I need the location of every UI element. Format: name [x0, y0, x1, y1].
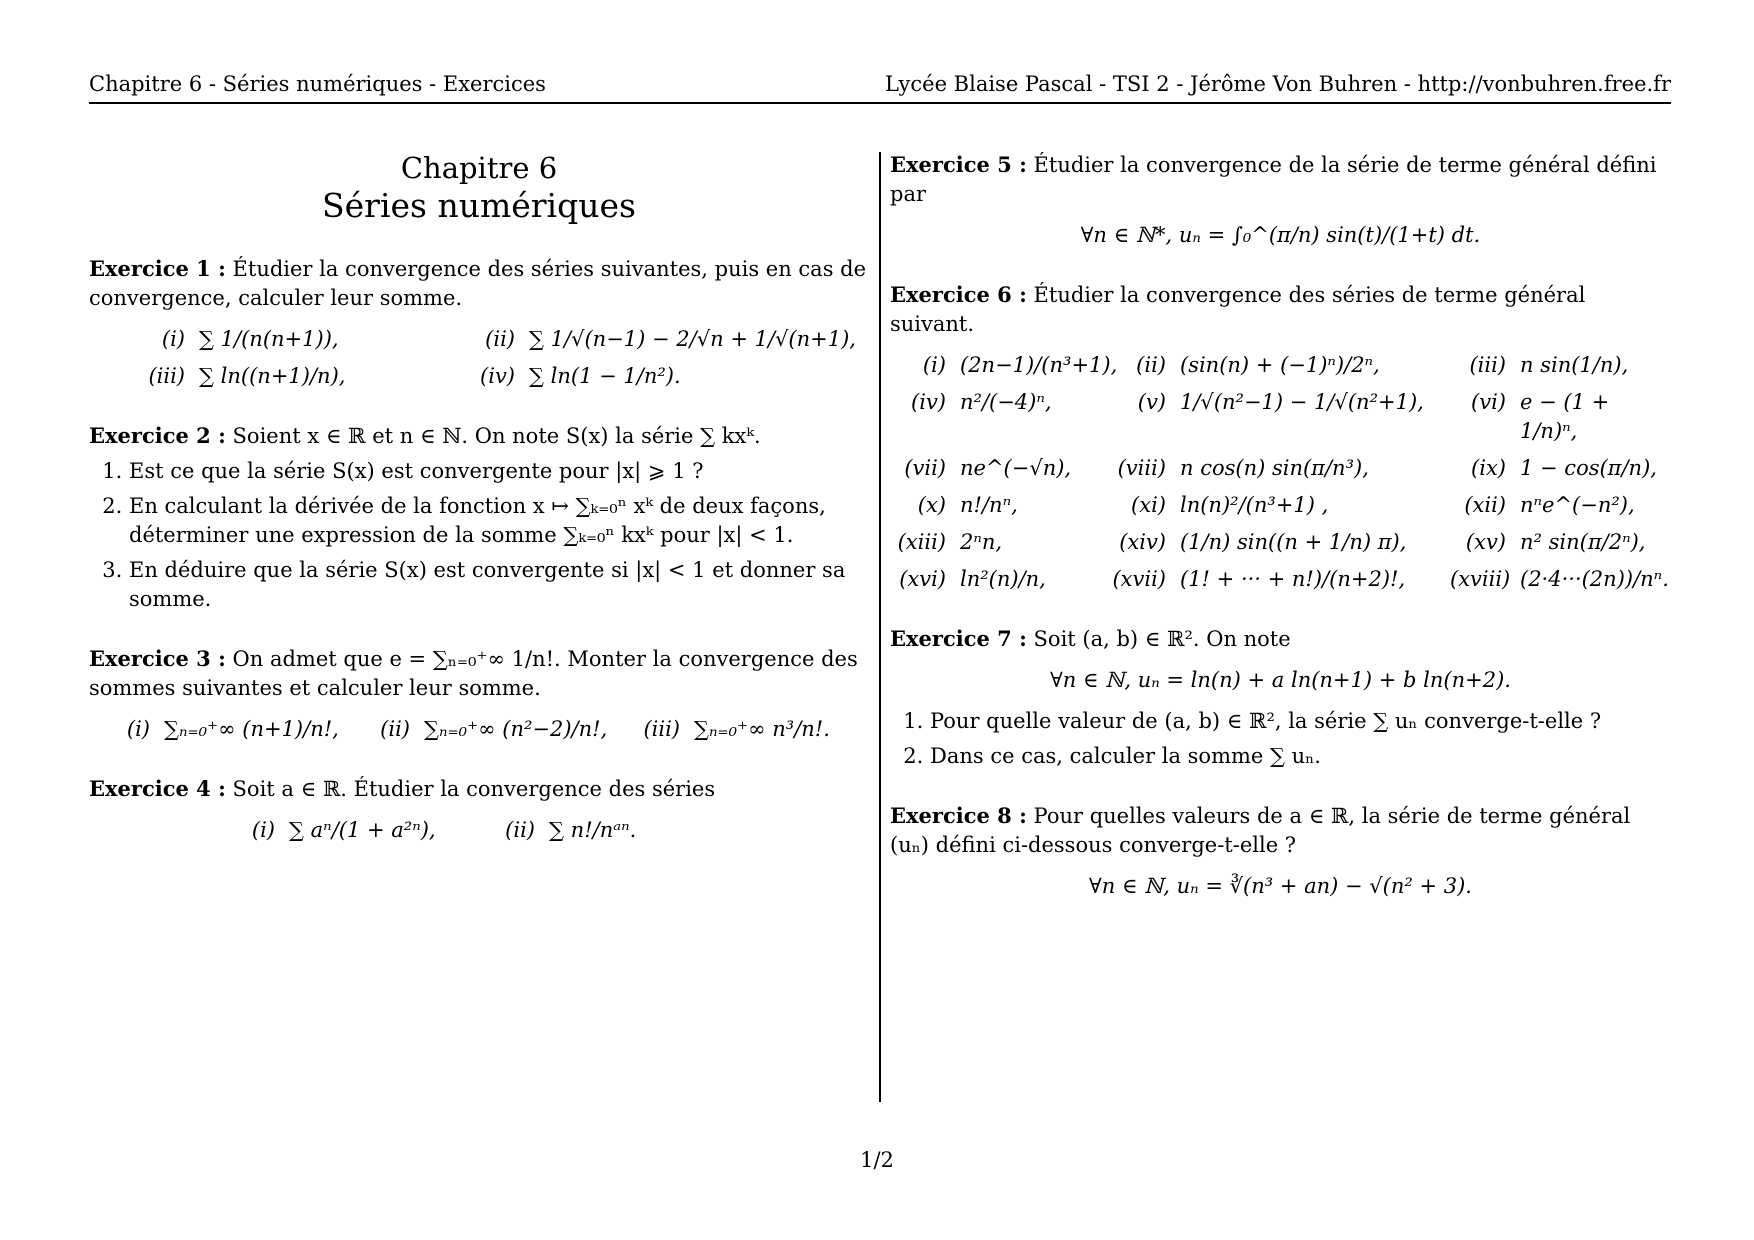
question-item: 1. Pour quelle valeur de (a, b) ∈ ℝ², la série ∑ uₙ converge-t-elle ? [930, 707, 1671, 736]
exercise-5 [890, 150, 1671, 250]
exercise-items [89, 816, 869, 845]
item-label: (xvii) [1112, 567, 1166, 591]
item-expr: ∑ₙ₌₀⁺∞ (n+1)/n!, [164, 717, 339, 741]
item-label: (xii) [1464, 493, 1506, 517]
item-expr: n sin(1/n), [1520, 353, 1629, 377]
exercise-text: Soient x ∈ ℝ et n ∈ ℕ. On note S(x) la série ∑ kxᵏ. [232, 424, 761, 448]
exercise-text: On admet que e = ∑ₙ₌₀⁺∞ 1/n!. Monter la convergence des sommes suivantes et calculer leur somme. [89, 647, 858, 700]
item-label: (iv) [911, 390, 946, 414]
item-expr: 2ⁿn, [960, 530, 1003, 554]
item-expr: ∑ 1/√(n−1) − 2/√n + 1/√(n+1), [529, 327, 856, 351]
exercise-items [89, 325, 869, 391]
item-expr: (sin(n) + (−1)ⁿ)/2ⁿ, [1180, 353, 1380, 377]
item-label: (v) [1137, 390, 1166, 414]
item-expr: ∑ 1/(n(n+1)), [199, 327, 339, 351]
item-expr: ∑ ln((n+1)/n), [199, 364, 346, 388]
item-label: (vii) [904, 456, 946, 480]
left-column [89, 150, 869, 875]
question-item: 2. En calculant la dérivée de la fonction x ↦ ∑ₖ₌₀ⁿ xᵏ de deux façons, déterminer une expression de la somme ∑ₖ₌₀ⁿ kxᵏ pour |x| < 1. [129, 492, 869, 550]
item-expr: ∑ₙ₌₀⁺∞ n³/n!. [694, 717, 830, 741]
item-expr: (2n−1)/(n³+1), [960, 353, 1118, 377]
item-expr: ∑ₙ₌₀⁺∞ (n²−2)/n!, [424, 717, 608, 741]
page-number: 1/2 [860, 1148, 894, 1172]
exercise-label: Exercice 7 : [890, 626, 1027, 651]
item-label: (i) [126, 717, 150, 741]
item-expr: e − (1 + 1/n)ⁿ, [1520, 390, 1610, 443]
exercise-3 [89, 644, 869, 744]
item-label: (vi) [1471, 390, 1506, 414]
item-expr: ln(n)²/(n³+1) , [1180, 493, 1329, 517]
item-label: (iii) [1469, 353, 1506, 377]
item-label: (i) [251, 818, 275, 842]
display-formula: ∀n ∈ ℕ, uₙ = ∛(n³ + an) − √(n² + 3). [1089, 874, 1472, 898]
exercise-text: Étudier la convergence des séries de terme général suivant. [890, 283, 1586, 336]
question-item: 1. Est ce que la série S(x) est convergente pour |x| ⩾ 1 ? [129, 457, 869, 486]
item-label: (ix) [1471, 456, 1506, 480]
item-label: (ii) [505, 818, 535, 842]
item-expr: 1/√(n²−1) − 1/√(n²+1), [1180, 390, 1424, 414]
item-label: (xviii) [1450, 567, 1511, 591]
chapter-title: Séries numériques [322, 186, 636, 225]
item-label: (iv) [480, 364, 515, 388]
item-expr: nⁿe^(−n²), [1520, 493, 1635, 517]
exercise-7 [890, 624, 1671, 771]
exercise-text: Soit a ∈ ℝ. Étudier la convergence des séries [232, 777, 716, 801]
header-left: Chapitre 6 - Séries numériques - Exercices [89, 72, 546, 96]
chapter-heading [89, 150, 869, 226]
exercise-2 [89, 421, 869, 614]
item-expr: n² sin(π/2ⁿ), [1520, 530, 1646, 554]
item-expr: ∑ n!/nᵃⁿ. [549, 818, 637, 842]
exercise-label: Exercice 6 : [890, 282, 1027, 307]
item-label: (x) [917, 493, 946, 517]
display-formula: ∀n ∈ ℕ*, uₙ = ∫₀^(π/n) sin(t)/(1+t) dt. [1080, 223, 1481, 247]
question-item: 3. En déduire que la série S(x) est convergente si |x| < 1 et donner sa somme. [129, 556, 869, 614]
item-label: (viii) [1117, 456, 1166, 480]
item-label: (ii) [1136, 353, 1166, 377]
right-column [890, 150, 1671, 931]
item-label: (xiii) [897, 530, 946, 554]
item-label: (ii) [485, 327, 515, 351]
page-header [89, 72, 1671, 104]
item-label: (xvi) [899, 567, 946, 591]
exercise-label: Exercice 8 : [890, 803, 1027, 828]
question-item: 2. Dans ce cas, calculer la somme ∑ uₙ. [930, 742, 1671, 771]
exercise-8 [890, 801, 1671, 901]
item-expr: ne^(−√n), [960, 456, 1072, 480]
column-divider [879, 152, 881, 1102]
item-expr: (1/n) sin((n + 1/n) π), [1180, 530, 1407, 554]
item-label: (iii) [643, 717, 680, 741]
item-expr: n²/(−4)ⁿ, [960, 390, 1052, 414]
item-expr: ∑ ln(1 − 1/n²). [529, 364, 681, 388]
question-list [89, 457, 869, 614]
item-expr: (2·4···(2n))/nⁿ. [1520, 567, 1669, 591]
exercise-text: Pour quelles valeurs de a ∈ ℝ, la série de terme général (uₙ) défini ci-dessous converge-t-elle ? [890, 804, 1631, 857]
exercise-6 [890, 280, 1671, 594]
item-expr: 1 − cos(π/n), [1520, 456, 1657, 480]
exercise-text: Soit (a, b) ∈ ℝ². On note [1033, 627, 1291, 651]
item-label: (xi) [1131, 493, 1166, 517]
chapter-number: Chapitre 6 [400, 151, 558, 185]
item-expr: ∑ aⁿ/(1 + a²ⁿ), [289, 818, 436, 842]
item-label: (i) [161, 327, 185, 351]
item-label: (ii) [380, 717, 410, 741]
exercise-label: Exercice 1 : [89, 256, 226, 281]
item-label: (xiv) [1119, 530, 1166, 554]
item-label: (i) [922, 353, 946, 377]
exercise-4 [89, 774, 869, 845]
display-formula: ∀n ∈ ℕ, uₙ = ln(n) + a ln(n+1) + b ln(n+2). [1050, 668, 1511, 692]
item-expr: ln²(n)/n, [960, 567, 1046, 591]
exercise-items [89, 715, 869, 744]
item-expr: n cos(n) sin(π/n³), [1180, 456, 1369, 480]
exercise-label: Exercice 2 : [89, 423, 226, 448]
question-list [890, 707, 1671, 771]
header-right: Lycée Blaise Pascal - TSI 2 - Jérôme Von Buhren - http://vonbuhren.free.fr [884, 72, 1671, 96]
exercise-items [890, 351, 1671, 594]
item-expr: (1! + ··· + n!)/(n+2)!, [1180, 567, 1406, 591]
exercise-label: Exercice 3 : [89, 646, 226, 671]
exercise-label: Exercice 5 : [890, 152, 1027, 177]
item-label: (xv) [1465, 530, 1506, 554]
exercise-text: Étudier la convergence de la série de terme général défini par [890, 153, 1657, 206]
exercise-text: Étudier la convergence des séries suivantes, puis en cas de convergence, calculer leur somme. [89, 257, 867, 310]
exercise-1 [89, 254, 869, 391]
exercise-label: Exercice 4 : [89, 776, 226, 801]
item-label: (iii) [148, 364, 185, 388]
item-expr: n!/nⁿ, [960, 493, 1018, 517]
